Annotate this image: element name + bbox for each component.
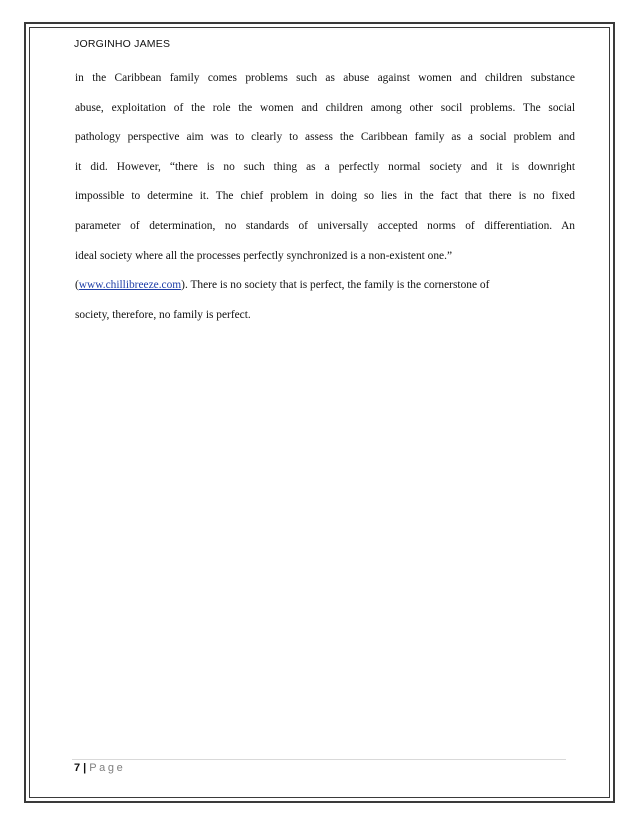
page-footer [74, 762, 125, 774]
header-author-name: JORGINHO JAMES [74, 38, 171, 50]
paragraph-line: it did. However, “there is no such thing as a perfectly normal society and it is downright [75, 160, 575, 173]
page-label: Page [89, 762, 126, 774]
page-number: 7 [74, 762, 81, 774]
footer-separator: | [83, 762, 87, 774]
paragraph-line: in the Caribbean family comes problems such as abuse against women and children substance [75, 72, 575, 84]
citation-link[interactable]: www.chillibreeze.com [78, 279, 182, 292]
footer-divider [72, 759, 566, 760]
citation-text: ). There is no society that is perfect, the family is the cornerstone of [181, 279, 490, 292]
paragraph-line: impossible to determine it. The chief problem in doing so lies in the fact that there is no fixed [75, 190, 575, 203]
paragraph-line: ideal society where all the processes perfectly synchronized is a non-existent one.” [75, 249, 453, 262]
citation-open-paren: ( [75, 279, 79, 292]
body-paragraph [75, 68, 575, 334]
paragraph-line: society, therefore, no family is perfect. [75, 308, 251, 321]
citation-line [75, 275, 575, 305]
paragraph-line: abuse, exploitation of the role the women and children among other socil problems. The social [75, 101, 575, 114]
paragraph-line: parameter of determination, no standards of universally accepted norms of differentiation. An [75, 219, 575, 232]
paragraph-line: pathology perspective aim was to clearly to assess the Caribbean family as a social problem and [75, 131, 575, 144]
